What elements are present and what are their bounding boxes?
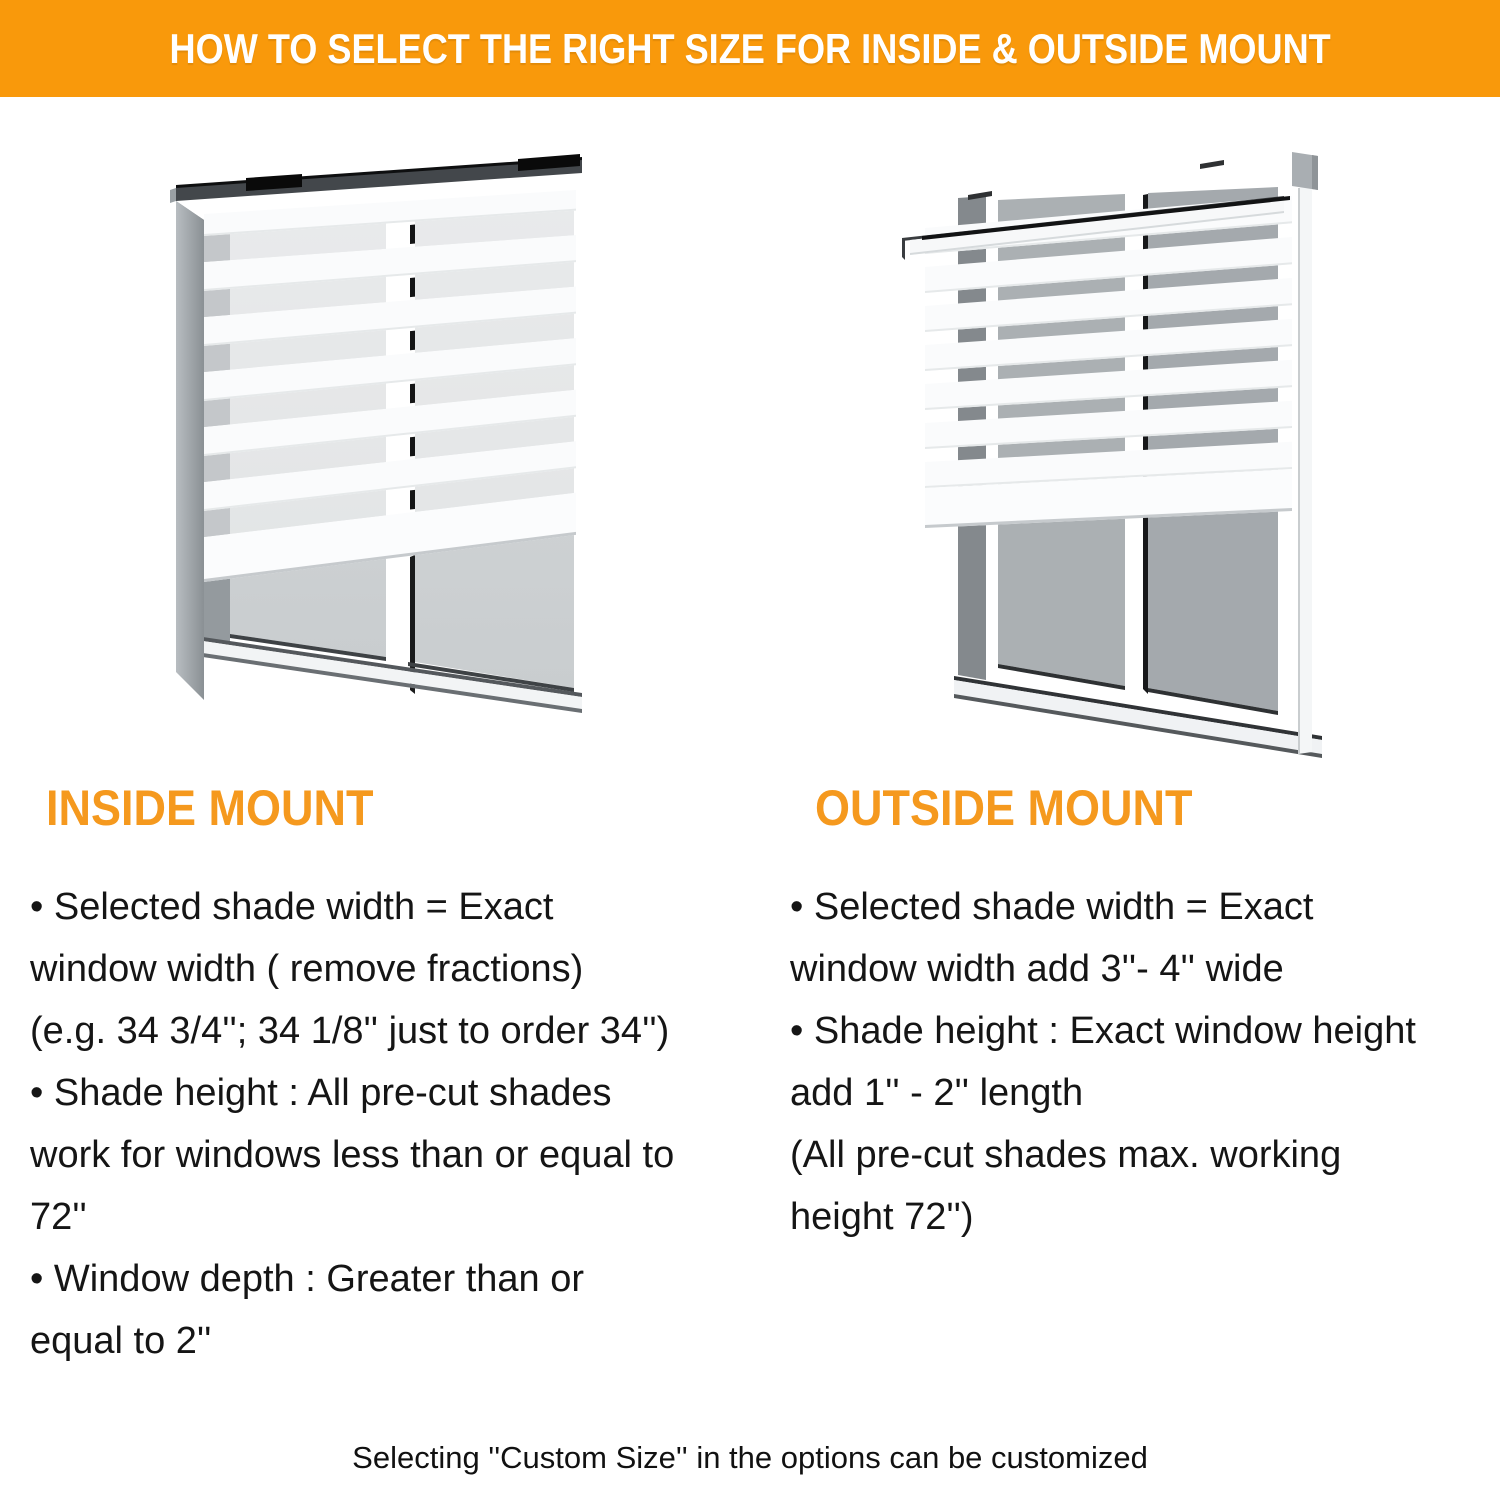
- inside-mount-heading-text: INSIDE MOUNT: [46, 780, 374, 836]
- band-gap-tick: [410, 331, 415, 351]
- text-line: • Selected shade width = Exact: [30, 886, 554, 928]
- text-line: • Selected shade width = Exact: [790, 886, 1314, 928]
- band-gap-tick: [410, 437, 415, 457]
- inside-mount-heading: [46, 779, 410, 837]
- end-cap-side: [1312, 155, 1318, 190]
- outside-mount-heading-text: OUTSIDE MOUNT: [815, 780, 1193, 836]
- side-pole: [1298, 186, 1312, 754]
- band-gap-tick: [410, 278, 415, 298]
- outside-mount-window-illustration: [880, 138, 1405, 766]
- text-line: window width ( remove fractions): [30, 948, 584, 990]
- text-line: 72'': [30, 1196, 87, 1238]
- text-line: add 1'' - 2'' length: [790, 1072, 1084, 1114]
- inside-mount-window-illustration: [168, 142, 588, 754]
- text-line: equal to 2'': [30, 1320, 212, 1362]
- band-gap-tick: [410, 384, 415, 404]
- screw-mark-right: [1200, 160, 1224, 169]
- inside-mount-instructions: [30, 876, 740, 1372]
- text-line: work for windows less than or equal to: [30, 1134, 675, 1176]
- text-line: height 72''): [790, 1196, 974, 1238]
- header-banner: [0, 0, 1500, 97]
- header-title: HOW TO SELECT THE RIGHT SIZE FOR INSIDE & OUTSIDE MOUNT: [169, 24, 1331, 72]
- headrail-end-stub: [170, 188, 176, 203]
- text-line: • Shade height : All pre-cut shades: [30, 1072, 612, 1114]
- text-line: (All pre-cut shades max. working: [790, 1134, 1342, 1176]
- band-gap-tick: [410, 490, 415, 510]
- text-line: • Shade height : Exact window height: [790, 1010, 1416, 1052]
- text-line: • Window depth : Greater than or: [30, 1258, 585, 1300]
- band-gap-tick: [410, 224, 415, 244]
- text-line: (e.g. 34 3/4''; 34 1/8'' just to order 34''): [30, 1010, 670, 1052]
- window-left-jamb: [176, 201, 204, 700]
- wall-mount-hook: [902, 238, 905, 260]
- zebra-shade-inside: [204, 190, 576, 582]
- outside-mount-heading: [815, 779, 1234, 837]
- custom-size-note: Selecting ''Custom Size'' in the options can be customized: [352, 1440, 1148, 1475]
- outside-mount-instructions: [790, 876, 1490, 1248]
- side-pole-edge: [1298, 188, 1300, 754]
- text-line: window width add 3''- 4'' wide: [790, 948, 1284, 990]
